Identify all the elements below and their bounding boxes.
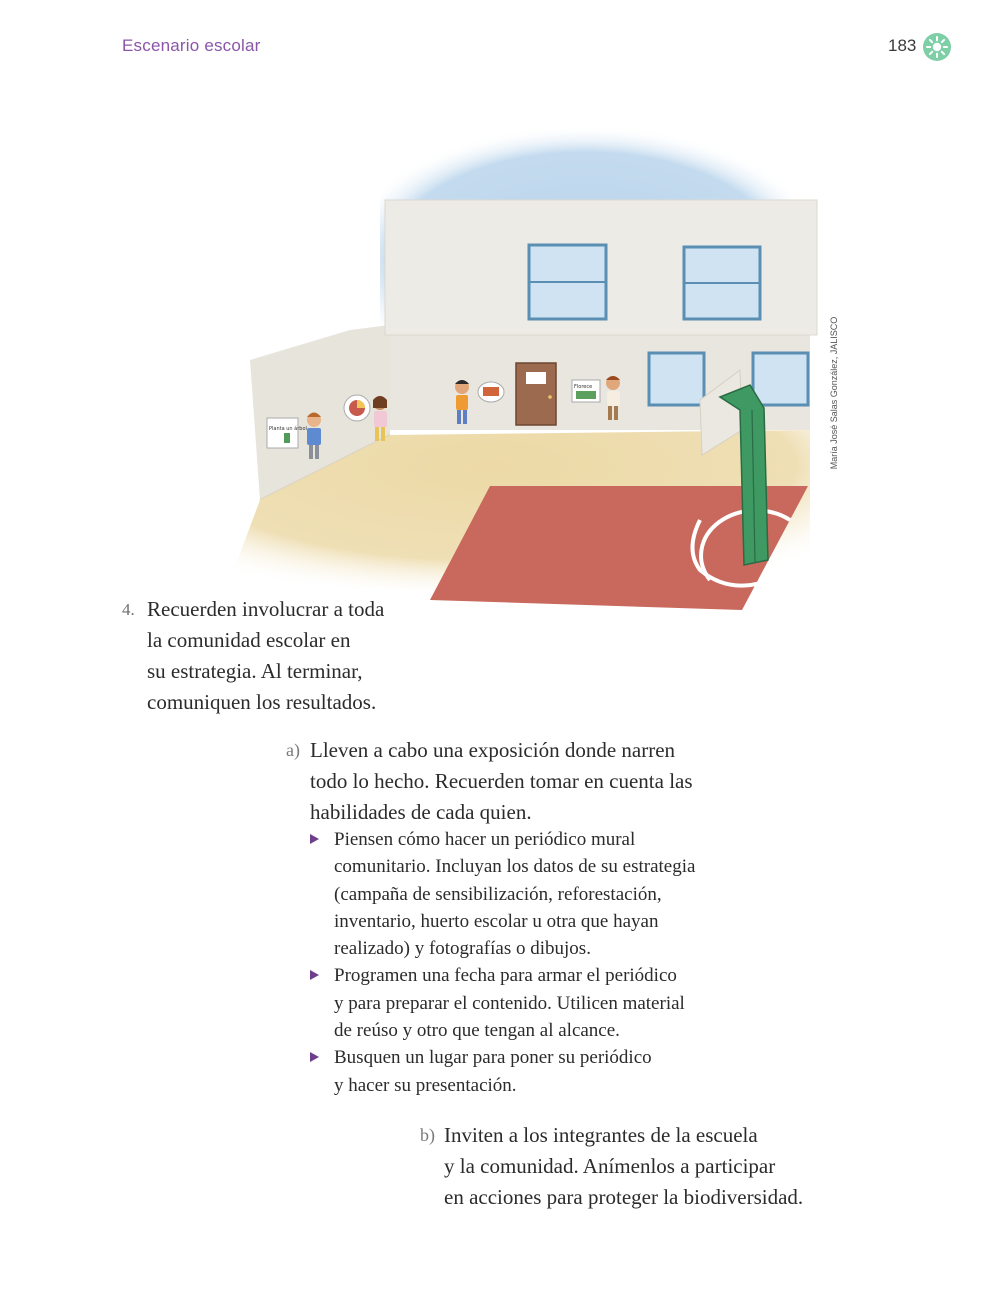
bullet-list xyxy=(310,826,740,1099)
item-line: y la comunidad. Anímenlos a participar xyxy=(444,1154,776,1178)
item-line: su estrategia. Al terminar, xyxy=(147,659,363,683)
bullet-item xyxy=(310,962,740,1044)
bullet-line: Busquen un lugar para poner su periódico xyxy=(334,1047,652,1069)
item-line: la comunidad escolar en xyxy=(147,628,351,652)
poster-green-text: Florece xyxy=(574,384,593,390)
list-item-4 xyxy=(122,594,422,718)
item-line: habilidades de cada quien. xyxy=(310,800,532,824)
item-number: 4. xyxy=(122,600,135,619)
triangle-bullet-icon xyxy=(310,834,319,844)
sub-item-a xyxy=(286,735,736,828)
triangle-bullet-icon xyxy=(310,1052,319,1062)
item-line: Lleven a cabo una exposición donde narren xyxy=(310,738,676,762)
bullet-line: Piensen cómo hacer un periódico mural xyxy=(334,829,636,850)
poster-green xyxy=(572,380,600,402)
poster-tree-text: Planta un árbol xyxy=(269,426,307,432)
bullet-line: comunitario. Incluyan los datos de su estrategia xyxy=(334,856,696,878)
item-letter: a) xyxy=(286,740,300,760)
bullet-line: realizado) y fotografías o dibujos. xyxy=(334,938,591,960)
illustration-credit: María José Salas González, JALISCO xyxy=(829,316,839,470)
item-line: Inviten a los integrantes de la escuela xyxy=(444,1123,758,1147)
bullet-line: Programen una fecha para armar el periódico xyxy=(334,965,677,987)
bullet-line: (campaña de sensibilización, reforestación, xyxy=(334,883,662,905)
bullet-line: de reúso y otro que tengan al alcance. xyxy=(334,1020,620,1042)
item-line: en acciones para proteger la biodiversidad. xyxy=(444,1185,804,1209)
bullet-line: y para preparar el contenido. Utilicen material xyxy=(334,992,685,1014)
sun-badge-icon xyxy=(922,32,952,62)
bullet-line: inventario, huerto escolar u otra que hayan xyxy=(334,910,659,932)
item-line: todo lo hecho. Recuerden tomar en cuenta las xyxy=(310,769,693,793)
bullet-item xyxy=(310,1044,740,1099)
triangle-bullet-icon xyxy=(310,970,319,980)
item-line: Recuerden involucrar a toda xyxy=(147,597,385,621)
poster-speech xyxy=(478,382,504,402)
poster-pie xyxy=(344,395,370,421)
section-title: Escenario escolar xyxy=(122,36,261,55)
item-line: comuniquen los resultados. xyxy=(147,690,377,714)
bullet-item xyxy=(310,826,740,962)
page-number: 183 xyxy=(888,36,917,55)
bullet-line: y hacer su presentación. xyxy=(334,1074,517,1096)
item-letter: b) xyxy=(420,1125,435,1145)
school-yard-illustration xyxy=(230,110,830,620)
sub-item-b xyxy=(420,1120,840,1213)
